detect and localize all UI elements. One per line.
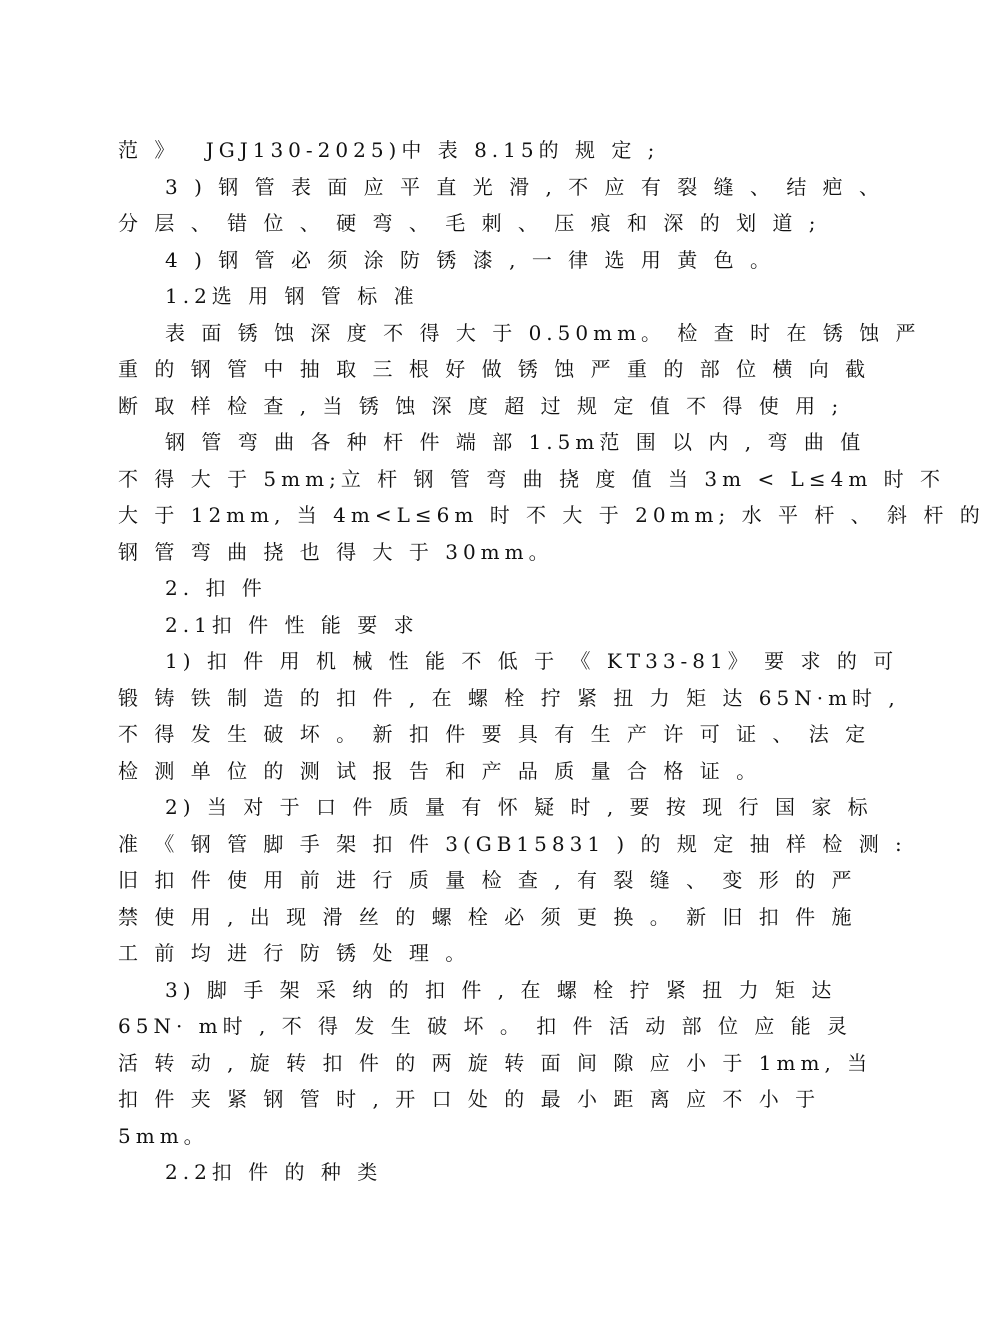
- text-line: 5mm。: [118, 1124, 209, 1148]
- section-heading: 2.1扣 件 性 能 要 求: [165, 613, 419, 637]
- text-line: 1) 扣 件 用 机 械 性 能 不 低 于 《 KT33-81》 要 求 的 可: [165, 649, 899, 673]
- text-line: 3) 脚 手 架 采 纳 的 扣 件 , 在 螺 栓 拧 紧 扭 力 矩 达: [165, 978, 837, 1002]
- text-line: 不 得 大 于 5mm;立 杆 钢 管 弯 曲 挠 度 值 当 3m < L≤4m 时 不: [118, 467, 946, 491]
- text-line: 钢 管 弯 曲 挠 也 得 大 于 30mm。: [118, 540, 554, 564]
- section-heading: 1.2选 用 钢 管 标 准: [165, 284, 419, 308]
- text-line: 旧 扣 件 使 用 前 进 行 质 量 检 查 , 有 裂 缝 、 变 形 的 严: [118, 868, 857, 892]
- text-line: 工 前 均 进 行 防 锈 处 理 。: [118, 941, 471, 965]
- section-heading: 2.2扣 件 的 种 类: [165, 1160, 383, 1184]
- text-line: 禁 使 用 , 出 现 滑 丝 的 螺 栓 必 须 更 换 。 新 旧 扣 件 施: [118, 905, 857, 929]
- text-line: 检 测 单 位 的 测 试 报 告 和 产 品 质 量 合 格 证 。: [118, 759, 762, 783]
- text-line: 3 ) 钢 管 表 面 应 平 直 光 滑 , 不 应 有 裂 缝 、 结 疤 、: [165, 175, 885, 199]
- text-line: 2) 当 对 于 口 件 质 量 有 怀 疑 时 , 要 按 现 行 国 家 标: [165, 795, 873, 819]
- text-line: 范 》 JGJ130-2025)中 表 8.15的 规 定 ;: [118, 138, 660, 162]
- text-line: 重 的 钢 管 中 抽 取 三 根 好 做 锈 蚀 严 重 的 部 位 横 向 截: [118, 357, 871, 381]
- section-heading: 2. 扣 件: [165, 576, 267, 600]
- text-line: 65N· m时 , 不 得 发 生 破 坏 。 扣 件 活 动 部 位 应 能 灵: [118, 1014, 853, 1038]
- text-line: 准 《 钢 管 脚 手 架 扣 件 3(GB15831 ) 的 规 定 抽 样 检 测 :: [118, 832, 907, 856]
- text-line: 钢 管 弯 曲 各 种 杆 件 端 部 1.5m范 围 以 内 , 弯 曲 值: [165, 430, 866, 454]
- text-line: 分 层 、 错 位 、 硬 弯 、 毛 刺 、 压 痕 和 深 的 划 道 ;: [118, 211, 821, 235]
- text-line: 表 面 锈 蚀 深 度 不 得 大 于 0.50mm。 检 查 时 在 锈 蚀 严: [165, 321, 921, 345]
- text-line: 断 取 样 检 查 , 当 锈 蚀 深 度 超 过 规 定 值 不 得 使 用 ;: [118, 394, 844, 418]
- text-line: 扣 件 夹 紧 钢 管 时 , 开 口 处 的 最 小 距 离 应 不 小 于: [118, 1087, 821, 1111]
- text-line: 不 得 发 生 破 坏 。 新 扣 件 要 具 有 生 产 许 可 证 、 法 定: [118, 722, 871, 746]
- text-line: 锻 铸 铁 制 造 的 扣 件 , 在 螺 栓 拧 紧 扭 力 矩 达 65N·m时 ,: [118, 686, 900, 710]
- text-line: 大 于 12mm, 当 4m<L≤6m 时 不 大 于 20mm; 水 平 杆 、 斜 杆 的: [118, 503, 985, 527]
- text-line: 4 ) 钢 管 必 须 涂 防 锈 漆 , 一 律 选 用 黄 色 。: [165, 248, 775, 272]
- text-line: 活 转 动 , 旋 转 扣 件 的 两 旋 转 面 间 隙 应 小 于 1mm, 当: [118, 1051, 873, 1075]
